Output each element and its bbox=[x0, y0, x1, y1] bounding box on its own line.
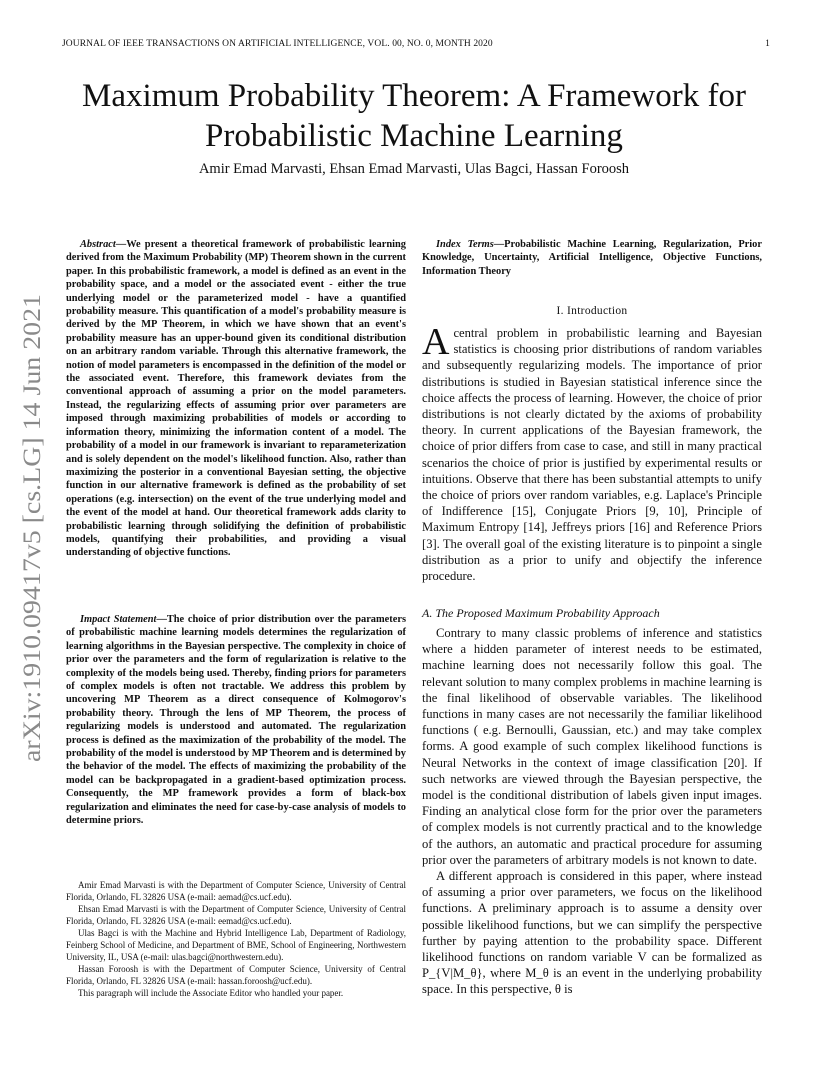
arxiv-id: arXiv:1910.09417v5 [cs.LG] 14 Jun 2021 bbox=[19, 342, 46, 762]
paragraph: A different approach is considered in this paper, where instead of assuming a prior over parameters, we focus on the likelihood functions. A preliminary approach is to assume a density over possible likelihood functions, but we can simplify the perspective further by paying attention to the probability space. Different likelihood functions on random variable V can be formalized as P_{V|M_θ}, where M_θ is an event in the underlying probability space. In this perspective, θ is bbox=[422, 869, 762, 997]
running-header bbox=[62, 39, 770, 49]
index-terms bbox=[422, 238, 762, 278]
index-terms-label: Index Terms bbox=[436, 239, 494, 250]
abstract-label: Abstract bbox=[80, 239, 116, 250]
page-number: 1 bbox=[765, 39, 770, 49]
footnote: Amir Emad Marvasti is with the Department of Computer Science, University of Central Florida, Orlando, FL 32826 USA (e-mail: aemad@cs.ucf.edu). bbox=[66, 880, 406, 902]
subsection-heading: A. The Proposed Maximum Probability Approach bbox=[422, 606, 660, 620]
index-terms-text: —Probabilistic Machine Learning, Regularization, Prior Knowledge, Uncertainty, Artificial Intelligence, Objective Functions, Information Theory bbox=[422, 239, 762, 277]
footnote: Ehsan Emad Marvasti is with the Department of Computer Science, University of Central Florida, Orlando, FL 32826 USA (e-mail: eemad@cs.ucf.edu). bbox=[66, 904, 406, 926]
introduction-text: central problem in probabilistic learning and Bayesian statistics is choosing prior distributions of random variables and subsequently regularizing models. The importance of prior distributions is studied in Bayesian statistical inference since the choice affects the process of learning. However, the choice of prior distributions is not clearly dictated by the axioms of probability theory. In current applications of the Bayesian framework, the choice of prior differs from case to case, and still in many practical scenarios the choice of prior is justified by experimental results or intuitions. Observe that there has been substantial attempts to unify the choice of priors over random variables, e.g. Laplace's Principle of Indifference [15], Conjugate Priors [9, 10], Principle of Maximum Entropy [14], Jeffreys priors [16] and Reference Priors [3]. The overall goal of the existing literature is to pinpoint a single distribution as a prior to unify and objectify the inference procedure. bbox=[422, 326, 762, 584]
impact-label: Impact Statement bbox=[80, 614, 157, 625]
abstract-text: —We present a theoretical framework of probabilistic learning derived from the Maximum Probability (MP) Theorem shown in the current paper. In this probabilistic framework, a model is defined as an event in the probability space, and a model or the associated event - either the true underlying model or the parameterized model - have a quantified probability measure. This quantification of a model's probability measure is derived by the MP Theorem, in which we have shown that an event's probability measure has an upper-bound given its conditional distribution on an arbitrary random variable. Through this alternative framework, the notion of model parameters is encompassed in the definition of the model or the associated event. Therefore, this framework deviates from the conventional approach of assuming a prior on the model parameters. Instead, the regularizing effects of assuming prior over parameters are imposed through maximizing probabilities of models or according to information theory, minimizing the information content of a model. The probability of a model in our framework is invariant to reparameterization and is solely dependent on the model's likelihood function. Also, rather than maximizing the posterior in a conventional Bayesian setting, the objective function in our alternative framework is defined as the probability of set operations (e.g. intersection) on the event of the true underlying model and the event of the model at hand. Our theoretical framework adds clarity to probabilistic learning through solidifying the definition of probabilistic models, quantifying their probabilities, and providing a visual understanding of objective functions. bbox=[66, 239, 406, 559]
impact-text: —The choice of prior distribution over the parameters of probabilistic machine learning models determines the regularization of learning algorithms in the Bayesian perspective. The complexity in choice of prior over the parameters and the form of regularization is relative to the complexity of the models being used. Thereby, finding priors for parameters of complex models is often not tractable. We address this problem by uncovering MP Theorem as a direct consequence of Kolmogorov's probability theory. Through the lens of MP Theorem, the process of regularizing models is understood and automated. The regularization process is defined as the maximization of the probability of the model. The probability of the model is understood by MP Theorem and is determined by the behavior of the model. The effects of maximizing the probability of the model can be backpropagated in a gradient-based optimization process. Consequently, the MP framework provides a form of black-box regularization and eliminates the need for case-by-case analysis of models to determine priors. bbox=[66, 614, 406, 827]
author-list: Amir Emad Marvasti, Ehsan Emad Marvasti, Ulas Bagci, Hassan Foroosh bbox=[198, 161, 630, 177]
paragraph: Contrary to many classic problems of inference and statistics where a hidden parameter of interest needs to be estimated, machine learning does not necessarily follow this goal. The relevant solution to many complex problems in machine learning is the final likelihood of observable variables. The likelihood functions in many cases are not necessarily the familiar likelihood functions ( e.g. Bernoulli, Gaussian, etc.) and may take complex forms. A good example of such complex likelihood functions is Neural Networks in the context of image classification [20]. If such networks are viewed through the Bayesian perspective, the model is the conditional distribution of labels given input images. Finding an analytical close form for the prior over the parameters of complex models is not currently practical and to the knowledge of the authors, an automatic and practical procedure for assuming prior over the parameters of arbitrary models is not known to date. bbox=[422, 626, 762, 867]
journal-name: JOURNAL OF IEEE TRANSACTIONS ON ARTIFICIAL INTELLIGENCE, VOL. 00, NO. 0, MONTH 2020 bbox=[62, 39, 493, 49]
drop-cap: A bbox=[422, 321, 450, 363]
introduction-paragraph bbox=[422, 321, 762, 584]
subsection-body bbox=[422, 625, 762, 998]
impact-statement bbox=[66, 613, 406, 828]
arxiv-stamp bbox=[8, 292, 50, 762]
footnote: Ulas Bagci is with the Machine and Hybrid Intelligence Lab, Department of Radiology, Feinberg School of Medicine, and Department of BME, School of Engineering, Northwestern University, IL, USA (e-mail: ulas.bagci@northwestern.edu). bbox=[66, 928, 406, 962]
section-heading: I. Introduction bbox=[556, 305, 628, 317]
paper-title: Maximum Probability Theorem: A Framework for Probabilistic Machine Learning bbox=[82, 78, 746, 154]
abstract bbox=[66, 238, 406, 560]
footnotes bbox=[66, 879, 406, 999]
footnote: This paragraph will include the Associate Editor who handled your paper. bbox=[78, 988, 344, 998]
footnote: Hassan Foroosh is with the Department of Computer Science, University of Central Florida, Orlando, FL 32826 USA (e-mail: hassan.foroosh@ucf.edu). bbox=[66, 964, 406, 986]
